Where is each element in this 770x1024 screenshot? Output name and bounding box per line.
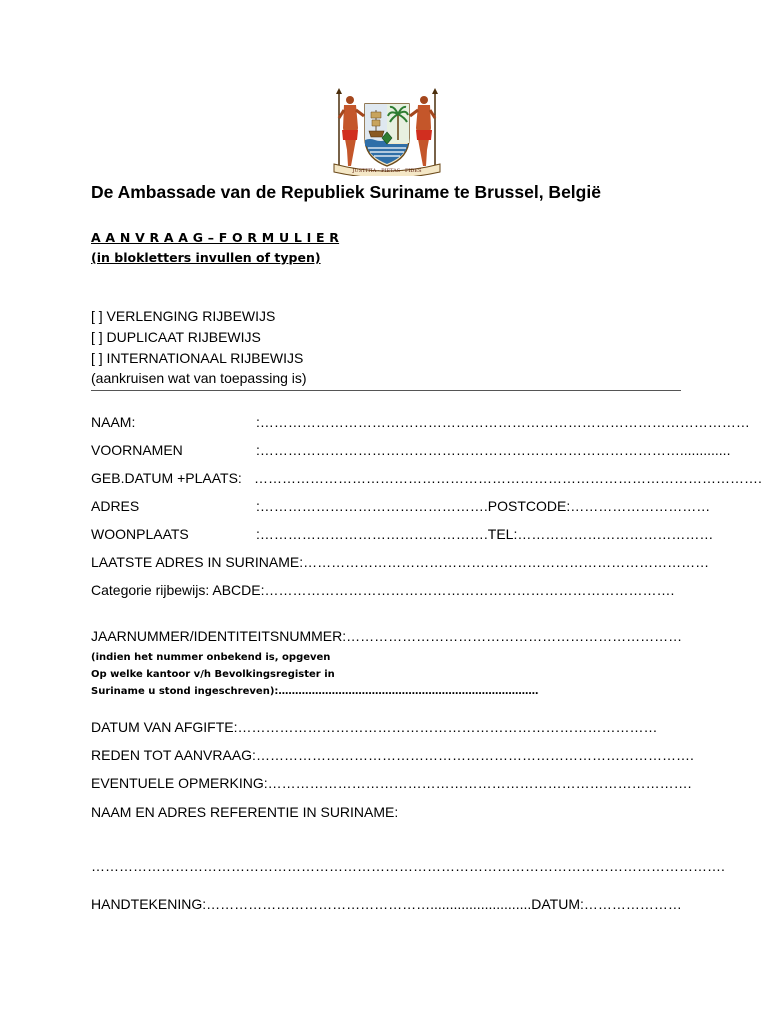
form-heading: A A N V R A A G – F O R M U L I E R bbox=[91, 230, 340, 245]
field-naam-label: NAAM: bbox=[91, 414, 136, 430]
embassy-title: De Ambassade van de Republiek Suriname te Brussel, België bbox=[91, 182, 601, 202]
field-adres-line[interactable]: :………………………………………….POSTCODE:………………………… bbox=[256, 498, 711, 514]
jaarnummer-note-2: Op welke kantoor v/h Bevolkingsregister in bbox=[91, 669, 335, 680]
field-naam-line[interactable]: :…………………………………………………………………………………………… bbox=[256, 414, 750, 430]
coat-of-arms-emblem bbox=[328, 88, 446, 176]
option-renewal[interactable]: [ ] VERLENGING RIJBEWIJS bbox=[91, 308, 276, 324]
field-voornamen-line[interactable]: :………………………………………………………………………………............. bbox=[256, 442, 731, 458]
field-voornamen-label: VOORNAMEN bbox=[91, 442, 183, 458]
option-duplicate[interactable]: [ ] DUPLICAAT RIJBEWIJS bbox=[91, 329, 261, 345]
field-woonplaats-label: WOONPLAATS bbox=[91, 526, 189, 542]
field-naam[interactable] bbox=[91, 414, 750, 434]
field-gebdatum-label: GEB.DATUM +PLAATS: bbox=[91, 470, 242, 486]
jaarnummer-note-1: (indien het nummer onbekend is, opgeven bbox=[91, 652, 331, 663]
field-adres-label: ADRES bbox=[91, 498, 140, 514]
form-instruction: (in blokletters invullen of typen) bbox=[91, 250, 321, 265]
option-international[interactable]: [ ] INTERNATIONAAL RIJBEWIJS bbox=[91, 350, 304, 366]
field-adres[interactable] bbox=[91, 498, 711, 518]
field-laatste-adres[interactable]: LAATSTE ADRES IN SURINAME:…………………………………………………………………………… bbox=[91, 554, 710, 570]
field-referentie-label: NAAM EN ADRES REFERENTIE IN SURINAME: bbox=[91, 804, 399, 820]
field-datum-afgifte[interactable]: DATUM VAN AFGIFTE:……………………………………………………………………………… bbox=[91, 719, 658, 735]
field-gebdatum[interactable] bbox=[91, 470, 762, 490]
field-woonplaats-line[interactable]: :………………………………………….TEL:…………………………………… bbox=[256, 526, 714, 542]
option-note: (aankruisen wat van toepassing is) bbox=[91, 370, 307, 386]
field-opmerking[interactable]: EVENTUELE OPMERKING:………………………………………………………………………………. bbox=[91, 775, 692, 791]
field-voornamen[interactable] bbox=[91, 442, 731, 462]
field-woonplaats[interactable] bbox=[91, 526, 714, 546]
divider bbox=[91, 390, 681, 391]
field-categorie[interactable]: Categorie rijbewijs: ABCDE:……………………………………………………………………………. bbox=[91, 582, 675, 598]
field-handtekening[interactable]: HANDTEKENING:…………………………………………..........................DATUM:………………… bbox=[91, 896, 682, 912]
field-jaarnummer[interactable]: JAARNUMMER/IDENTITEITSNUMMER:……………………………………………………………… bbox=[91, 628, 683, 644]
jaarnummer-note-3[interactable]: Suriname u stond ingeschreven):…………………………………………………………………… bbox=[91, 686, 539, 697]
field-reden[interactable]: REDEN TOT AANVRAAG:…………………………………………………………………………………. bbox=[91, 747, 694, 763]
field-gebdatum-line[interactable]: ………………………………………………………………………………………………. bbox=[254, 470, 762, 486]
field-referentie-line[interactable]: ………………………………………………………………………………………………………………………. bbox=[91, 858, 725, 874]
svg-text:JUSTITIA · PIETAS · FIDES: JUSTITIA · PIETAS · FIDES bbox=[352, 168, 422, 174]
